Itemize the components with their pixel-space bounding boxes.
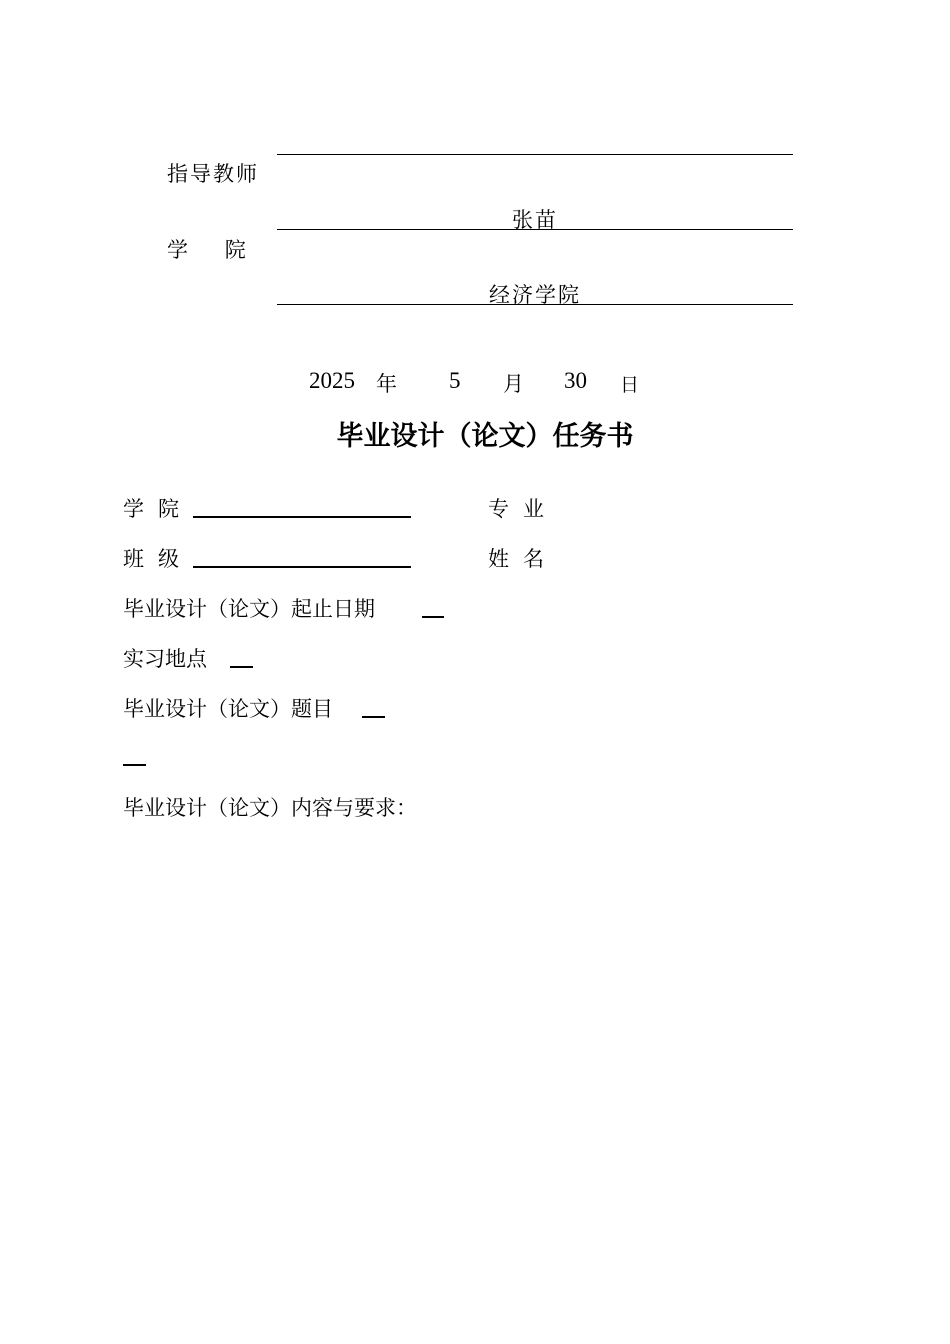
- class-blank: [193, 566, 411, 568]
- form-content-label: 毕业设计（论文）内容与要求：: [123, 796, 417, 820]
- form-name-label: 姓名: [488, 547, 558, 571]
- date-year: 2025: [309, 368, 355, 393]
- advisor-rule: [277, 229, 793, 230]
- college-blank: [193, 516, 411, 518]
- page-title: 毕业设计（论文）任务书: [336, 421, 634, 452]
- form-dates-label: 毕业设计（论文）起止日期: [123, 597, 375, 621]
- date-day-unit: 日: [620, 374, 640, 396]
- topic-blank: [362, 716, 385, 718]
- college-rule: [277, 304, 793, 305]
- form-class-label: 班级: [123, 547, 193, 571]
- advisor-rule-top: [277, 154, 793, 155]
- date-month: 5: [449, 368, 461, 393]
- date-year-unit: 年: [376, 372, 397, 396]
- internship-blank: [230, 666, 253, 668]
- date-day: 30: [564, 368, 587, 393]
- advisor-value: 张苗: [512, 208, 558, 232]
- form-topic-label: 毕业设计（论文）题目: [123, 697, 333, 721]
- college-cover-value: 经济学院: [489, 283, 581, 307]
- college-cover-label: 学 院: [167, 238, 248, 262]
- advisor-label: 指导教师: [167, 162, 259, 186]
- form-internship-label: 实习地点: [123, 647, 207, 671]
- form-college-label: 学院: [123, 497, 193, 521]
- date-month-unit: 月: [503, 372, 524, 396]
- topic-continuation-blank: [123, 764, 146, 766]
- dates-blank: [422, 616, 444, 618]
- form-major-label: 专业: [488, 497, 558, 521]
